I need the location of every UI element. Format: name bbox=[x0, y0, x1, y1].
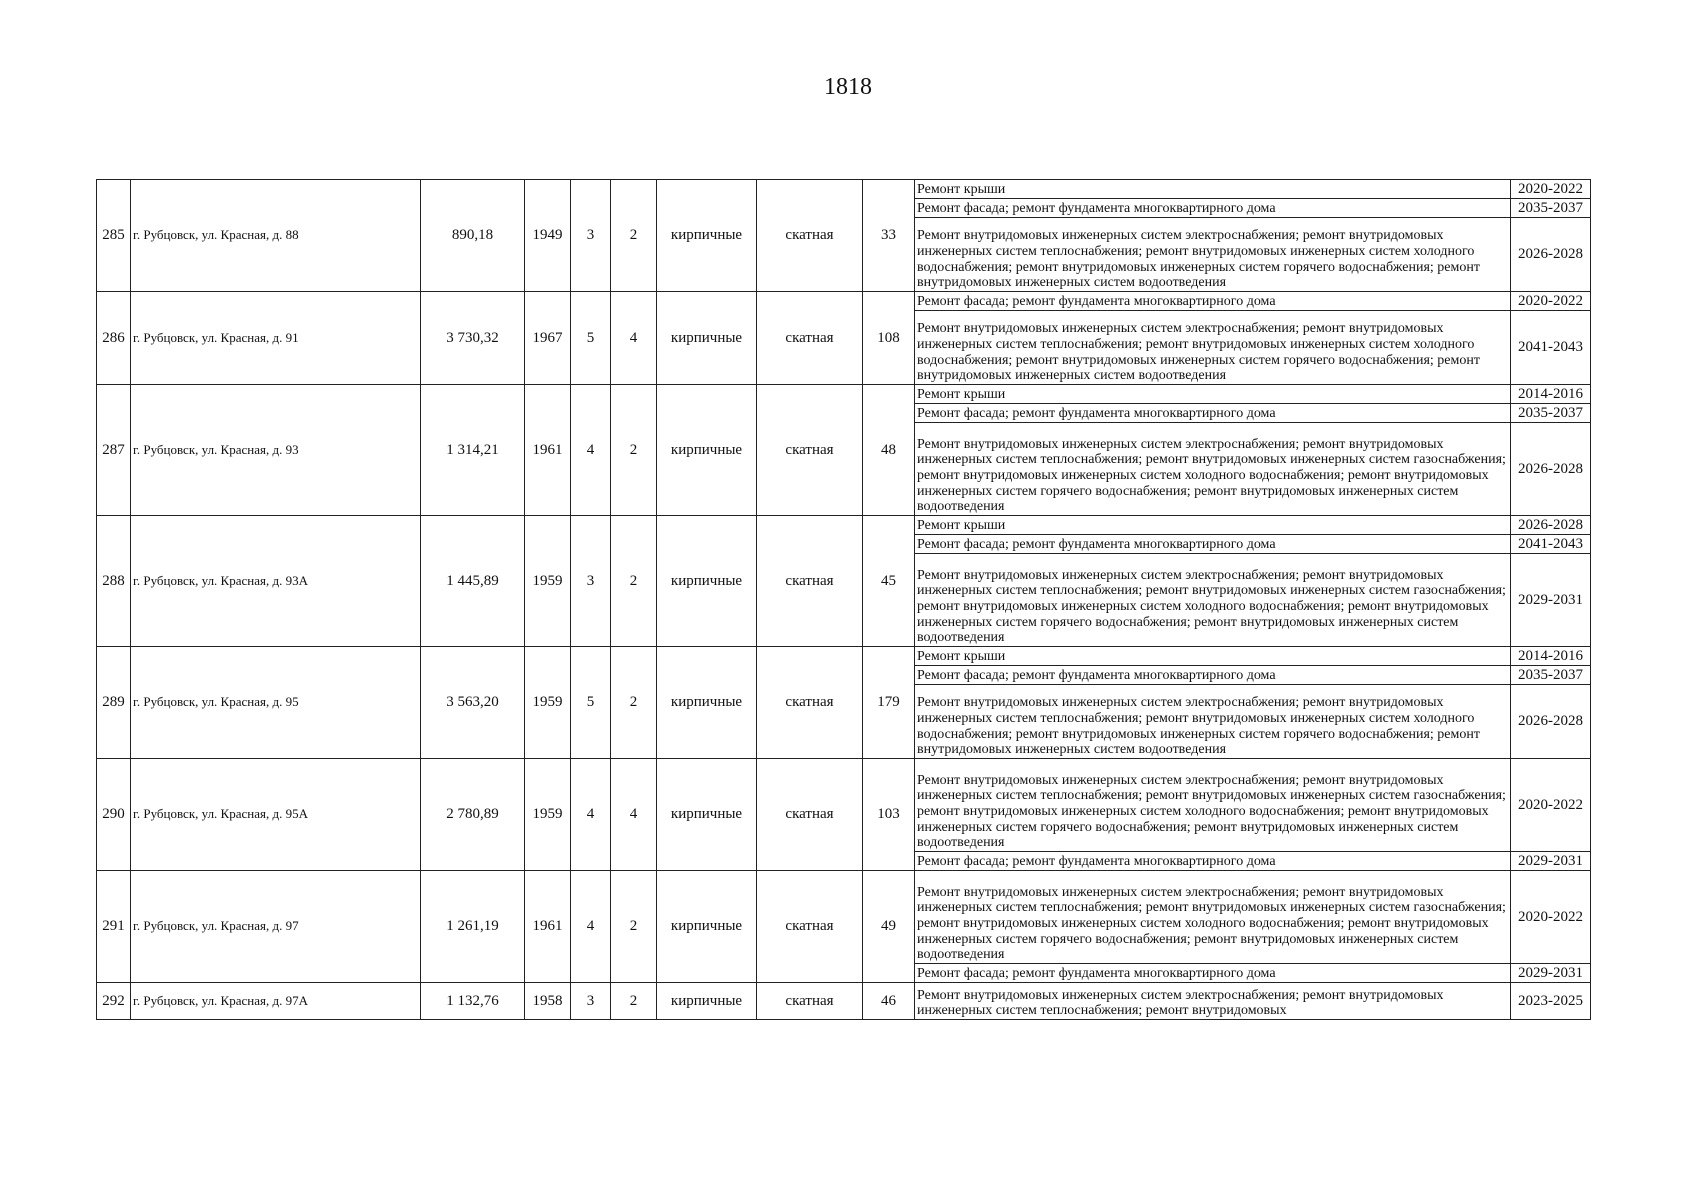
address-cell: г. Рубцовск, ул. Красная, д. 93А bbox=[131, 516, 421, 647]
address-cell: г. Рубцовск, ул. Красная, д. 97 bbox=[131, 871, 421, 983]
wall-material-cell: кирпичные bbox=[657, 292, 757, 385]
area-cell: 1 445,89 bbox=[421, 516, 525, 647]
work-description-cell: Ремонт внутридомовых инженерных систем электроснабжения; ремонт внутридомовых инженерных систем теплоснабжения; ремонт внутридомовых инженерных систем газоснабжения; ремонт внутридомовых инженерных систем холодного водоснабжения; ремонт внутридомовых инженерных систем горячего водоснабжения; ремонт внутридомовых инженерных систем водоотведения bbox=[915, 554, 1511, 647]
table-body bbox=[97, 180, 1591, 1020]
residents-cell: 48 bbox=[863, 385, 915, 516]
area-cell: 2 780,89 bbox=[421, 759, 525, 871]
address-cell: г. Рубцовск, ул. Красная, д. 88 bbox=[131, 180, 421, 292]
floors-cell: 5 bbox=[571, 647, 611, 759]
roof-type-cell: скатная bbox=[757, 292, 863, 385]
work-description-cell: Ремонт внутридомовых инженерных систем электроснабжения; ремонт внутридомовых инженерных систем теплоснабжения; ремонт внутридомовых инженерных систем холодного водоснабжения; ремонт внутридомовых инженерных систем горячего водоснабжения; ремонт внутридомовых инженерных систем водоотведения bbox=[915, 218, 1511, 292]
residents-cell: 45 bbox=[863, 516, 915, 647]
row-number: 287 bbox=[97, 385, 131, 516]
residents-cell: 103 bbox=[863, 759, 915, 871]
row-number: 291 bbox=[97, 871, 131, 983]
row-number: 290 bbox=[97, 759, 131, 871]
capital-repair-table bbox=[96, 179, 1591, 1020]
floors-cell: 3 bbox=[571, 180, 611, 292]
area-cell: 1 314,21 bbox=[421, 385, 525, 516]
work-description-cell: Ремонт крыши bbox=[915, 516, 1511, 535]
wall-material-cell: кирпичные bbox=[657, 516, 757, 647]
entrances-cell: 2 bbox=[611, 983, 657, 1020]
work-period-cell: 2020-2022 bbox=[1511, 871, 1591, 964]
roof-type-cell: скатная bbox=[757, 385, 863, 516]
work-description-cell: Ремонт внутридомовых инженерных систем электроснабжения; ремонт внутридомовых инженерных систем теплоснабжения; ремонт внутридомовых инженерных систем холодного водоснабжения; ремонт внутридомовых инженерных систем горячего водоснабжения; ремонт внутридомовых инженерных систем водоотведения bbox=[915, 311, 1511, 385]
area-cell: 3 730,32 bbox=[421, 292, 525, 385]
work-description-cell: Ремонт внутридомовых инженерных систем электроснабжения; ремонт внутридомовых инженерных систем теплоснабжения; ремонт внутридомовых инженерных систем газоснабжения; ремонт внутридомовых инженерных систем холодного водоснабжения; ремонт внутридомовых инженерных систем горячего водоснабжения; ремонт внутридомовых инженерных систем водоотведения bbox=[915, 759, 1511, 852]
table-row bbox=[97, 759, 1591, 852]
year-cell: 1961 bbox=[525, 871, 571, 983]
area-cell: 890,18 bbox=[421, 180, 525, 292]
work-period-cell: 2026-2028 bbox=[1511, 516, 1591, 535]
area-cell: 1 261,19 bbox=[421, 871, 525, 983]
wall-material-cell: кирпичные bbox=[657, 180, 757, 292]
work-description-cell: Ремонт фасада; ремонт фундамента многоквартирного дома bbox=[915, 666, 1511, 685]
work-period-cell: 2041-2043 bbox=[1511, 311, 1591, 385]
floors-cell: 4 bbox=[571, 759, 611, 871]
roof-type-cell: скатная bbox=[757, 180, 863, 292]
work-period-cell: 2023-2025 bbox=[1511, 983, 1591, 1020]
floors-cell: 5 bbox=[571, 292, 611, 385]
wall-material-cell: кирпичные bbox=[657, 385, 757, 516]
work-period-cell: 2035-2037 bbox=[1511, 666, 1591, 685]
work-description-cell: Ремонт крыши bbox=[915, 647, 1511, 666]
address-cell: г. Рубцовск, ул. Красная, д. 93 bbox=[131, 385, 421, 516]
work-period-cell: 2029-2031 bbox=[1511, 964, 1591, 983]
page-number: 1818 bbox=[824, 74, 872, 100]
entrances-cell: 4 bbox=[611, 292, 657, 385]
table-row bbox=[97, 871, 1591, 964]
residents-cell: 46 bbox=[863, 983, 915, 1020]
work-description-cell: Ремонт фасада; ремонт фундамента многоквартирного дома bbox=[915, 535, 1511, 554]
work-period-cell: 2020-2022 bbox=[1511, 292, 1591, 311]
work-period-cell: 2020-2022 bbox=[1511, 180, 1591, 199]
table-row bbox=[97, 516, 1591, 535]
residents-cell: 179 bbox=[863, 647, 915, 759]
wall-material-cell: кирпичные bbox=[657, 983, 757, 1020]
entrances-cell: 4 bbox=[611, 759, 657, 871]
work-period-cell: 2026-2028 bbox=[1511, 218, 1591, 292]
work-period-cell: 2014-2016 bbox=[1511, 647, 1591, 666]
work-description-cell: Ремонт фасада; ремонт фундамента многоквартирного дома bbox=[915, 199, 1511, 218]
work-description-cell: Ремонт фасада; ремонт фундамента многоквартирного дома bbox=[915, 292, 1511, 311]
entrances-cell: 2 bbox=[611, 871, 657, 983]
work-description-cell: Ремонт внутридомовых инженерных систем электроснабжения; ремонт внутридомовых инженерных систем теплоснабжения; ремонт внутридомовых инженерных систем газоснабжения; ремонт внутридомовых инженерных систем холодного водоснабжения; ремонт внутридомовых инженерных систем горячего водоснабжения; ремонт внутридомовых инженерных систем водоотведения bbox=[915, 423, 1511, 516]
table-row bbox=[97, 292, 1591, 311]
row-number: 288 bbox=[97, 516, 131, 647]
roof-type-cell: скатная bbox=[757, 647, 863, 759]
wall-material-cell: кирпичные bbox=[657, 647, 757, 759]
entrances-cell: 2 bbox=[611, 516, 657, 647]
area-cell: 3 563,20 bbox=[421, 647, 525, 759]
wall-material-cell: кирпичные bbox=[657, 871, 757, 983]
work-period-cell: 2026-2028 bbox=[1511, 685, 1591, 759]
work-period-cell: 2014-2016 bbox=[1511, 385, 1591, 404]
address-cell: г. Рубцовск, ул. Красная, д. 95 bbox=[131, 647, 421, 759]
year-cell: 1959 bbox=[525, 759, 571, 871]
work-period-cell: 2035-2037 bbox=[1511, 404, 1591, 423]
roof-type-cell: скатная bbox=[757, 516, 863, 647]
work-description-cell: Ремонт внутридомовых инженерных систем электроснабжения; ремонт внутридомовых инженерных систем теплоснабжения; ремонт внутридомовых инженерных систем холодного водоснабжения; ремонт внутридомовых инженерных систем горячего водоснабжения; ремонт внутридомовых инженерных систем водоотведения bbox=[915, 685, 1511, 759]
floors-cell: 4 bbox=[571, 385, 611, 516]
roof-type-cell: скатная bbox=[757, 759, 863, 871]
residents-cell: 33 bbox=[863, 180, 915, 292]
work-description-cell: Ремонт фасада; ремонт фундамента многоквартирного дома bbox=[915, 964, 1511, 983]
work-period-cell: 2026-2028 bbox=[1511, 423, 1591, 516]
residents-cell: 49 bbox=[863, 871, 915, 983]
wall-material-cell: кирпичные bbox=[657, 759, 757, 871]
year-cell: 1961 bbox=[525, 385, 571, 516]
table-row bbox=[97, 983, 1591, 1020]
entrances-cell: 2 bbox=[611, 647, 657, 759]
residents-cell: 108 bbox=[863, 292, 915, 385]
floors-cell: 3 bbox=[571, 516, 611, 647]
table-row bbox=[97, 647, 1591, 666]
work-period-cell: 2020-2022 bbox=[1511, 759, 1591, 852]
work-period-cell: 2029-2031 bbox=[1511, 852, 1591, 871]
row-number: 286 bbox=[97, 292, 131, 385]
roof-type-cell: скатная bbox=[757, 983, 863, 1020]
work-description-cell: Ремонт крыши bbox=[915, 385, 1511, 404]
table-row bbox=[97, 385, 1591, 404]
work-description-cell: Ремонт фасада; ремонт фундамента многоквартирного дома bbox=[915, 404, 1511, 423]
row-number: 289 bbox=[97, 647, 131, 759]
area-cell: 1 132,76 bbox=[421, 983, 525, 1020]
year-cell: 1959 bbox=[525, 516, 571, 647]
row-number: 292 bbox=[97, 983, 131, 1020]
work-period-cell: 2041-2043 bbox=[1511, 535, 1591, 554]
work-description-cell: Ремонт крыши bbox=[915, 180, 1511, 199]
table-row bbox=[97, 180, 1591, 199]
work-description-cell: Ремонт внутридомовых инженерных систем электроснабжения; ремонт внутридомовых инженерных систем теплоснабжения; ремонт внутридомовых bbox=[915, 983, 1511, 1020]
floors-cell: 4 bbox=[571, 871, 611, 983]
entrances-cell: 2 bbox=[611, 180, 657, 292]
row-number: 285 bbox=[97, 180, 131, 292]
year-cell: 1949 bbox=[525, 180, 571, 292]
floors-cell: 3 bbox=[571, 983, 611, 1020]
address-cell: г. Рубцовск, ул. Красная, д. 91 bbox=[131, 292, 421, 385]
work-period-cell: 2029-2031 bbox=[1511, 554, 1591, 647]
address-cell: г. Рубцовск, ул. Красная, д. 95А bbox=[131, 759, 421, 871]
work-period-cell: 2035-2037 bbox=[1511, 199, 1591, 218]
roof-type-cell: скатная bbox=[757, 871, 863, 983]
work-description-cell: Ремонт внутридомовых инженерных систем электроснабжения; ремонт внутридомовых инженерных систем теплоснабжения; ремонт внутридомовых инженерных систем газоснабжения; ремонт внутридомовых инженерных систем холодного водоснабжения; ремонт внутридомовых инженерных систем горячего водоснабжения; ремонт внутридомовых инженерных систем водоотведения bbox=[915, 871, 1511, 964]
address-cell: г. Рубцовск, ул. Красная, д. 97А bbox=[131, 983, 421, 1020]
entrances-cell: 2 bbox=[611, 385, 657, 516]
year-cell: 1959 bbox=[525, 647, 571, 759]
work-description-cell: Ремонт фасада; ремонт фундамента многоквартирного дома bbox=[915, 852, 1511, 871]
year-cell: 1967 bbox=[525, 292, 571, 385]
year-cell: 1958 bbox=[525, 983, 571, 1020]
